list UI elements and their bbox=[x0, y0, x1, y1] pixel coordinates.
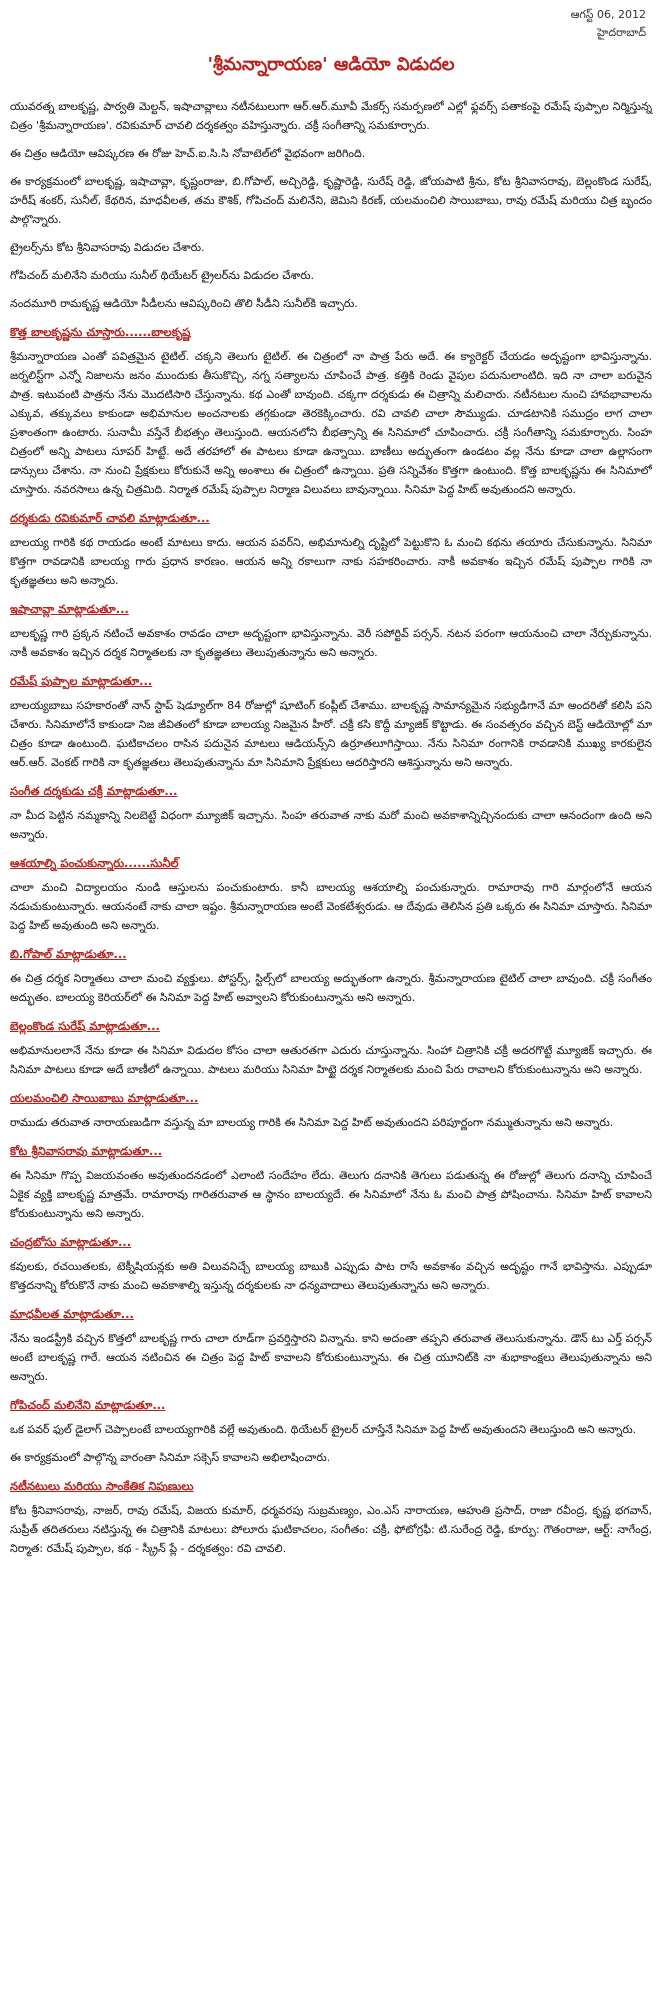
intro-paragraph: ఈ కార్యక్రమంలో బాలకృష్ణ, ఇషాచావ్లా, కృష్ణంరాజు, బి.గోపాల్, అచ్చిరెడ్డి, కృష్ణారెడ్డి, సురేష్ రెడ్డి, జోయపాటి శ్రీను, కోట శ్రీనివాసరావు, బెల్లంకొండ సురేష్, హరీష్ శంకర్, సునీల్, కేథరిన, మాధవీలత, తమ కౌశిక్, గోపిచంద్ మలినేని, జెమిని కిరణ్, యలమంచిలి సాయిబాబు, రావు రమేష్ మరియు చిత్ర బృందం పాల్గొన్నారు. bbox=[10, 175, 652, 226]
section-chandrabose bbox=[10, 1233, 652, 1295]
article bbox=[10, 0, 652, 1558]
section-heading: సంగీత దర్శకుడు చక్రీ మాట్లాడుతూ... bbox=[10, 784, 178, 798]
section-text: కవులకు, రచయితలకు, టెక్నీషియన్లకు అతి విలువనిచ్చే బాలయ్య బాబుకి ఎప్పుడు పాట రాసే అవకాశం వచ్చిన అదృష్టం గానే భావిస్తాను. ఎప్పుడూ కొత్తదనాన్ని కోరుకొనే నాకు మంచి అవకాశాల్ని ఇస్తున్న దర్శకులకు నా ధన్యవాదాలు తెలుపుతున్నాను అని అన్నారు. bbox=[10, 1260, 652, 1292]
section-b-gopal bbox=[10, 945, 652, 1007]
section-balakrishna bbox=[10, 323, 652, 499]
section-text: బాలయ్యబాబు సహకారంతో నాన్ స్టాప్ షెడ్యూల్‌గా 84 రోజుల్లో షూటింగ్ కంప్లీట్ చేశాము. బాలకృష్ణ సామాన్యమైన సభ్యుడిగానే మా అందరితో కలిసి పని చేశారు. సినిమాలోనే కాకుండా నిజ జీవితంలో కూడా బాలయ్య నిజమైన హీరో. చక్రీ కసి కొద్దీ మ్యాజిక్ కొట్టాడు. ఈ సంవత్సరం వచ్చిన బెస్ట్ ఆడియోల్లో మా చిత్రం కూడా ఉంటుంది. ఘటికాచలం రాసిన పదునైన మాటలు ఆడియన్స్‌ని ఉర్రూతలూగిస్తాయి. నేను సినిమా రంగానికి రావడానికి ముఖ్య కారకులైన ఆర్.ఆర్. వెంకట్ గారికి నా కృతజ్ఞతలు తెలుపుతున్నాను మా సినిమాని ప్రేక్షకులు ఆదరిస్తారని ఆశిస్తున్నాను అని అన్నారు. bbox=[10, 699, 652, 769]
article-intro bbox=[10, 97, 652, 313]
section-text: కోట శ్రీనివాసరావు, నాజర్, రావు రమేష్, విజయ కుమార్, ధర్మవరపు సుబ్రమణ్యం, ఎం.ఎస్ నారాయణ, ఆహుతి ప్రసాద్, రాజా రవీంద్ర, కృష్ణ భగవాన్, సుప్రీత్ తదితరులు నటిస్తున్న ఈ చిత్రానికి మాటలు: పోలూరు ఘటికాచలం, సంగీతం: చక్రీ, ఫోటోగ్రఫీ: టి.సురేంద్ర రెడ్డి, కూర్పు: గౌతంరాజు, ఆర్ట్: నాగేంద్ర, నిర్మాత: రమేష్ పుప్పాల, కథ - స్క్రీన్ ప్లే - దర్శకత్వం: రవి చావలి. bbox=[10, 1504, 652, 1555]
section-text: ఈ కార్యక్రమంలో పాల్గొన్న వారంతా సినిమా సక్సెస్ కావాలని అభిలాషించారు. bbox=[10, 1451, 331, 1464]
intro-paragraph: ఈ చిత్రం ఆడియో ఆవిష్కరణ ఈ రోజు హెచ్.ఐ.సి.సి నోవాటెల్‌లో వైభవంగా జరిగింది. bbox=[10, 147, 366, 160]
section-madhavilatha bbox=[10, 1305, 652, 1386]
intro-paragraph: గోపిచంద్ మలినేని మరియు సునీల్ థియేటర్ ట్రైలర్‌ను విడుదల చేశారు. bbox=[10, 269, 315, 282]
section-sunil bbox=[10, 854, 652, 935]
section-kota bbox=[10, 1142, 652, 1223]
section-chakri bbox=[10, 782, 652, 844]
section-heading: బెల్లంకొండ సురేష్ మాట్లాడుతూ... bbox=[10, 1019, 160, 1033]
section-isha bbox=[10, 600, 652, 662]
section-heading: యలమంచిలి సాయిబాబు మాట్లాడుతూ... bbox=[10, 1091, 199, 1105]
section-text: శ్రీమన్నారాయణ ఎంతో పవిత్రమైన టైటిల్. చక్కని తెలుగు టైటిల్. ఈ చిత్రంలో నా పాత్ర పేరు అదే. ఈ క్యారెక్టర్ చేయడం అదృష్టంగా భావిస్తున్నాను. జర్నలిస్ట్‌గా ఎన్నో నిజాలను జనం ముందుకు తీసుకొచ్చి, నగ్న సత్యాలను చూపించే పాత్ర. కత్తికి రెండు వైపుల పదునులాంటిది. ఇది నా చాలా బరువైన పాత్ర. ఇటువంటి పాత్రను నేను మొదటిసారి చేస్తున్నాను. కథ ఎంతో బావుంది. చక్కగా దర్శకుడు ఈ చిత్రాన్ని మలిచారు. నటీనటుల నుంచి హావభావాలను ఎక్కువ, తక్కువలు కాకుండా అభిమానుల అంచనాలకు తగ్గకుండా తెరకెక్కించారు. రవి చావలి చాలా సౌమ్యుడు. చూడటానికి సముద్రం లాగ చాలా ప్రశాంతంగా ఉంటారు. సునామీ వస్తేనే బీభత్సం తెలుస్తుంది. ఆయనలోని బీభత్సాన్ని ఈ సినిమాలో చూపించారు. చక్రీ సంగీతాన్ని సమకూర్చారు. సింహ చిత్రంలో అన్ని పాటలు సూపర్ హిట్టే. అదే తరహాలో ఈ పాటలు కూడా ఉన్నాయి. బాణీలు అద్భుతంగా ఉండటం వల్ల నేను కూడా చాలా ఉల్లాసంగా డాన్సులు చేశాను. నా నుంచి ప్రేక్షకులు కోరుకునే అన్ని అంశాలు ఈ చిత్రంలో ఉన్నాయి. ప్రతి సన్నివేశం కొత్తగా ఉంటుంది. కొత్త బాలకృష్ణను ఈ సినిమాలో చూస్తారు. నవరసాలు ఉన్న చిత్రమిది. నిర్మాత రమేష్ పుప్పాల నిర్మాణ విలువలు బావున్నాయి. సినిమా పెద్ద హిట్ అవుతుందని అన్నారు. bbox=[10, 350, 652, 496]
article-title: 'శ్రీమన్నారాయణ' ఆడియో విడుదల bbox=[207, 54, 455, 75]
section-text: నా మీద పెట్టిన నమ్మకాన్ని నిలబెట్టే విధంగా మ్యూజిక్ ఇచ్చాను. సింహ తరువాత నాకు మరో మంచి అవకాశాన్నిచ్చినందుకు చాలా ఆనందంగా ఉంది అని అన్నారు. bbox=[10, 809, 652, 841]
section-heading: బి.గోపాల్ మాట్లాడుతూ... bbox=[10, 947, 127, 961]
section-heading: ఇషాచావ్లా మాట్లాడుతూ... bbox=[10, 602, 129, 616]
section-text: నేను ఇండస్ట్రీకి వచ్చిన కొత్తలో బాలకృష్ణ గారు చాలా రూడ్‌గా ప్రవర్తిస్తారని విన్నాను. కాని అదంతా తప్పని తరువాత తెలుసుకున్నాను. డౌన్ టు ఎర్త్ పర్సన్ అంటే బాలకృష్ణ గారే. ఆయన నటించిన ఈ చిత్రం పెద్ద హిట్ కావాలని కోరుకుంటున్నాను. ఈ చిత్ర యూనిట్‌కి నా శుభాకాంక్షలు తెలుపుతున్నాను అని అన్నారు. bbox=[10, 1332, 652, 1383]
section-heading: కోట శ్రీనివాసరావు మాట్లాడుతూ... bbox=[10, 1144, 163, 1158]
section-text: ఈ చిత్ర దర్శక నిర్మాతలు చాలా మంచి వ్యక్తులు. పోస్టర్స్, స్టిల్స్‌లో బాలయ్య అద్భుతంగా ఉన్నారు. శ్రీమన్నారాయణ టైటిల్ చాలా బావుంది. చక్రీ సంగీతం అద్భుతం. బాలయ్య కెరియర్‌లో ఈ సినిమా పెద్ద హిట్ అవ్వాలని కోరుకుంటున్నాను అని అన్నారు. bbox=[10, 972, 652, 1004]
intro-paragraph: నందమూరి రామకృష్ణ ఆడియో సీడీలను ఆవిష్కరించి తొలి సీడీని సునీల్‌కి ఇచ్చారు. bbox=[10, 297, 358, 310]
section-saibabu bbox=[10, 1089, 652, 1132]
section-closing bbox=[10, 1448, 652, 1467]
section-text: బాలయ్య గారికి కథ రాయడం అంటే మాటలు కాదు. ఆయన పవర్‌ని, అభిమానుల్ని దృష్టిలో పెట్టుకొని ఓ మంచి కథను తయారు చేసుకున్నాను. సినిమా కొత్తగా రావడానికి బాలయ్య గారు ప్రధాన కారణం. ఆయన అన్ని రకాలుగా నాకు సహకరించారు. నాకీ అవకాశం ఇచ్చిన రమేష్ పుప్పాల గారికి నా కృతజ్ఞతలు అని అన్నారు. bbox=[10, 536, 652, 587]
section-text: ఈ సినిమా గొప్ప విజయవంతం అవుతుందనడంలో ఎలాంటి సందేహం లేదు. తెలుగు దనానికి తెగులు పడుతున్న ఈ రోజుల్లో తెలుగు దనాన్ని చూపించే ఏకైక వ్యక్తి బాలకృష్ణ మాత్రమే. రామారావు గారితరువాత ఆ స్థానం బాలయ్యదే. ఈ సినిమాలో నేను ఓ మంచి పాత్ర పోషించాను. సినిమా హిట్ కావాలని కోరుకుంటున్నాను అని అన్నారు. bbox=[10, 1169, 652, 1220]
section-producer bbox=[10, 672, 652, 772]
section-heading: కొత్త బాలకృష్ణను చూస్తారు......బాలకృష్ణ bbox=[10, 325, 191, 339]
intro-paragraph: ట్రైలర్స్‌ను కోట శ్రీనివాసరావు విడుదల చేశారు. bbox=[10, 241, 205, 254]
section-text: ఒక పవర్ ఫుల్ డైలాగ్ చెప్పాలంటే బాలయ్యగారికి వల్లే అవుతుంది. థియేటర్ ట్రైలర్ చూస్తేనే సినిమా పెద్ద హిట్ అవుతుందని తెలుస్తుంది అని అన్నారు. bbox=[10, 1423, 637, 1436]
section-bellamkonda bbox=[10, 1017, 652, 1079]
section-heading: మాధవీలత మాట్లాడుతూ... bbox=[10, 1307, 134, 1321]
section-text: రాముడు తరువాత నారాయణుడిగా వస్తున్న మా బాలయ్య గారికి ఈ సినిమా పెద్ద హిట్ అవుతుందని పరిపూర్ణంగా నమ్ముతున్నాను అని అన్నారు. bbox=[10, 1116, 614, 1129]
article-meta bbox=[10, 6, 652, 42]
section-heading: ఆశయాల్ని పంచుకున్నారు......సునీల్ bbox=[10, 856, 179, 870]
intro-paragraph: యువరత్న బాలకృష్ణ, పార్వతి మెల్టన్, ఇషాచావ్లాలు నటీనటులుగా ఆర్.ఆర్.మూవీ మేకర్స్ సమర్పణలో ఎల్లో ఫ్లవర్స్ పతాకంపై రమేష్ పుప్పాల నిర్మిస్తున్న చిత్రం 'శ్రీమన్నారాయణ'. రవికుమార్ చావలి దర్శకత్వం వహిస్తున్నారు. చక్రీ సంగీతాన్ని సమకూర్చారు. bbox=[10, 100, 652, 132]
section-heading: గోపిచంద్ మలినేని మాట్లాడుతూ... bbox=[10, 1398, 166, 1412]
section-heading: చంద్రబోసు మాట్లాడుతూ... bbox=[10, 1235, 132, 1249]
article-date: ఆగస్ట్ 06, 2012 bbox=[570, 8, 646, 21]
section-text: చాలా మంచి విద్యాలయం నుండి ఆస్తులను పంచుకుంటారు. కానీ బాలయ్య ఆశయాల్ని పంచుకున్నారు. రామారావు గారి మార్గంలోనే ఆయన నడుచుకుంటున్నారు. ఆయనంటే నాకు చాలా ఇష్టం. శ్రీమన్నారాయణ అంటే వెంకటేశ్వరుడు. ఆ దేవుడు తెలిసిన ప్రతి ఒక్కరు ఈ సినిమా చూస్తారు. సినిమా పెద్ద హిట్ అవుతుంది అని అన్నారు. bbox=[10, 881, 652, 932]
section-heading: రమేష్ పుప్పాల మాట్లాడుతూ... bbox=[10, 674, 153, 688]
section-cast-crew bbox=[10, 1477, 652, 1558]
section-heading: నటీనటులు మరియు సాంకేతిక నిపుణులు bbox=[10, 1479, 194, 1493]
section-director bbox=[10, 509, 652, 590]
section-text: అభిమానులలానే నేను కూడా ఈ సినిమా విడుదల కోసం చాలా ఆతురతగా ఎదురు చూస్తున్నాను. సింహా చిత్రానికి చక్రీ అదరగొట్టే మ్యూజిక్ ఇచ్చారు. ఈ సినిమా పాటలు కూడా అదే బాణీలో ఉన్నాయి. పాటలు మరియు సినిమా హిట్టై దర్శక నిర్మాతలకు మంచి పేరు రావాలని కోరుకుంటున్నాను అని అన్నారు. bbox=[10, 1044, 652, 1076]
article-place: హైదరాబాద్ bbox=[597, 26, 646, 39]
section-text: బాలకృష్ణ గారి ప్రక్కన నటించే అవకాశం రావడం చాలా అదృష్టంగా భావిస్తున్నాను. వెరీ సపోర్టివ్ పర్సన్. నటన పరంగా ఆయనుంచి చాలా నేర్చుకున్నాను. నాకీ అవకాశం ఇచ్చిన దర్శక నిర్మాతలకు నా కృతజ్ఞతలు తెలుపుతున్నాను అని అన్నారు. bbox=[10, 627, 652, 659]
section-heading: దర్శకుడు రవికుమార్ చావలి మాట్లాడుతూ... bbox=[10, 511, 210, 525]
section-gopichand bbox=[10, 1396, 652, 1439]
